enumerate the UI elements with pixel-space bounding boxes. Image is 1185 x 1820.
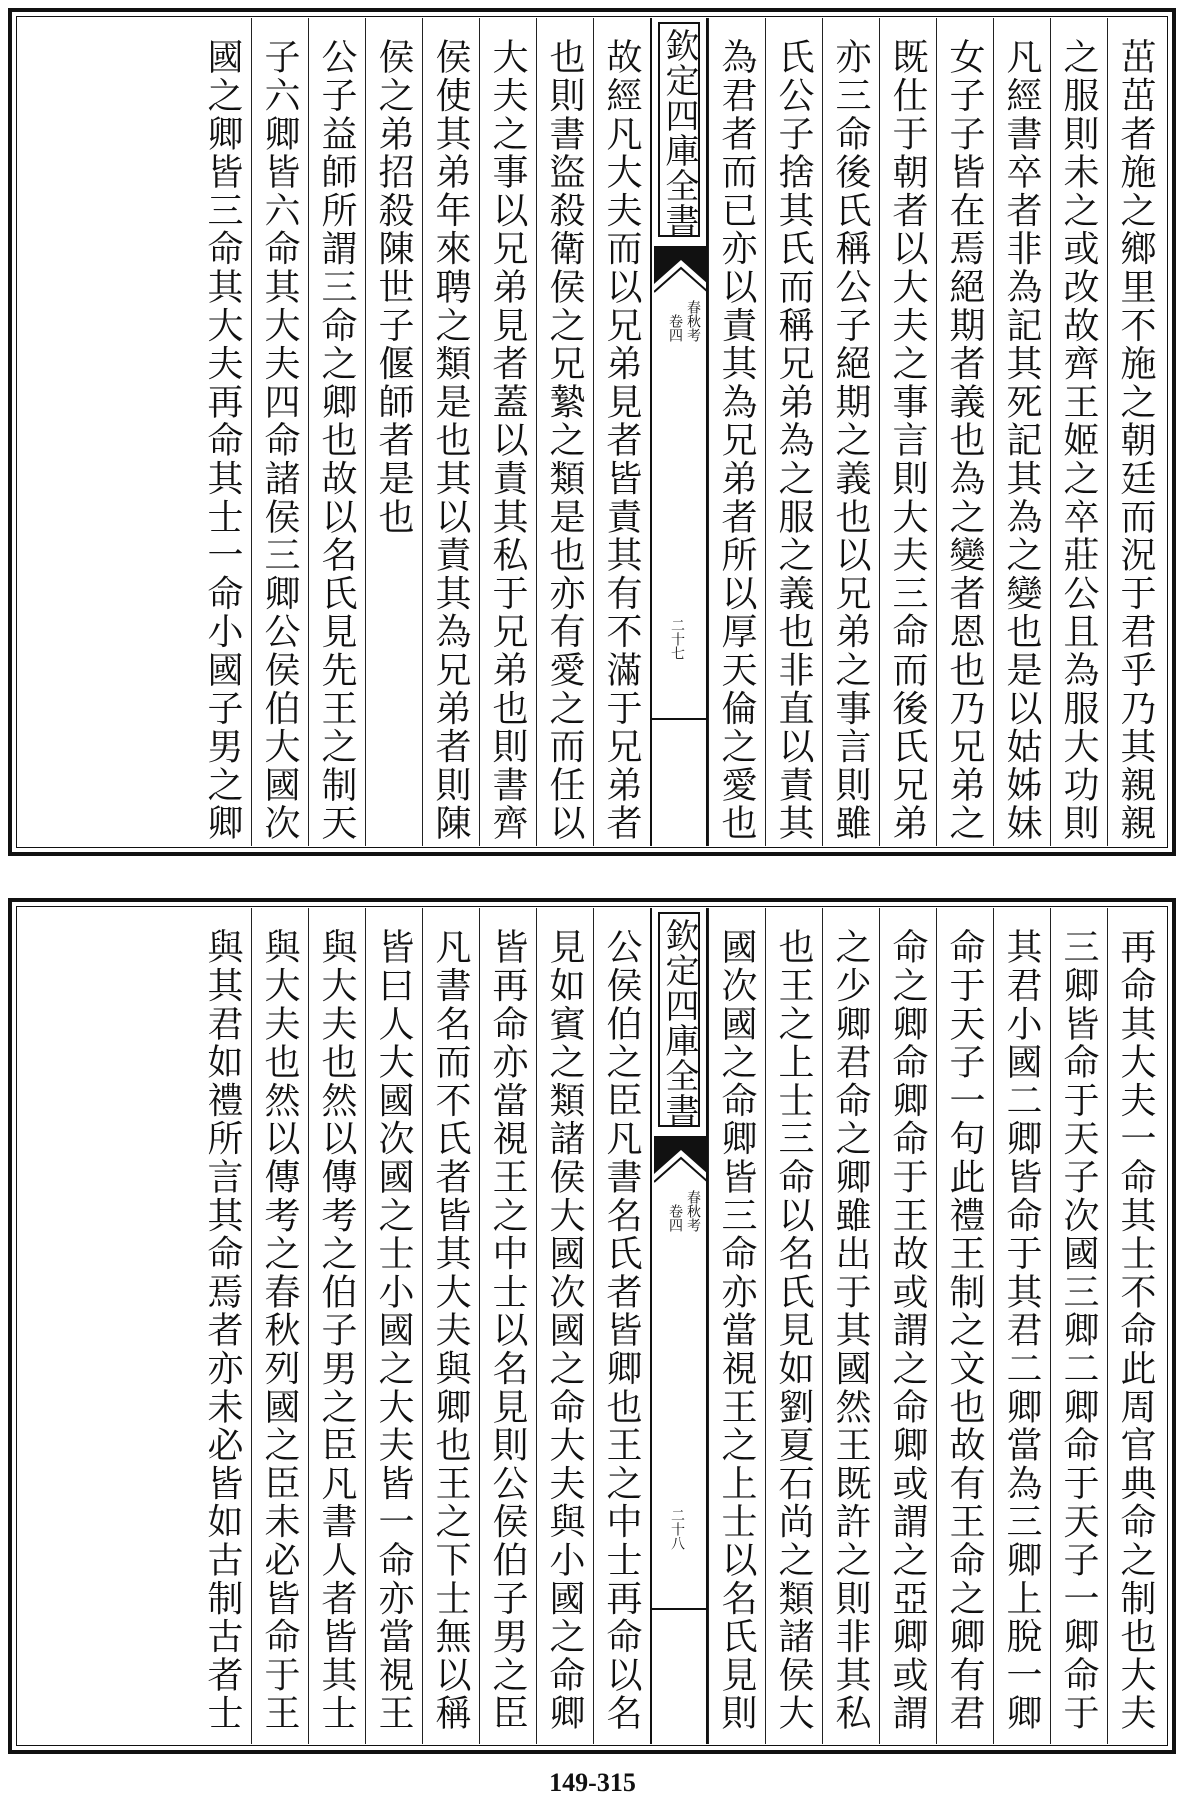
library-title: 欽定四庫全書 bbox=[658, 912, 700, 1127]
text-column: 與大夫也然以傳考之伯子男之臣凡書人者皆其士 bbox=[308, 908, 365, 1744]
center-fold-column bbox=[650, 908, 708, 1744]
text-column: 之少卿君命之卿雖出于其國然王既許之則非其私 bbox=[822, 908, 879, 1744]
text-column: 見如賓之類諸侯大國次國之命大夫與小國之命卿 bbox=[536, 908, 593, 1744]
text-column: 國次國之命卿皆三命亦當視王之上士以名氏見則 bbox=[708, 908, 765, 1744]
page-number: 二十七 bbox=[669, 618, 685, 660]
page-number: 二十八 bbox=[669, 1508, 685, 1550]
bottom-page bbox=[8, 898, 1176, 1754]
text-column: 與大夫也然以傳考之春秋列國之臣未必皆命于王 bbox=[251, 908, 308, 1744]
book-info bbox=[656, 1190, 702, 1310]
text-column: 其君小國二卿皆命于其君二卿當為三卿上脫一卿 bbox=[993, 908, 1050, 1744]
text-column: 公侯伯之臣凡書名氏者皆卿也王之中士再命以名 bbox=[593, 908, 650, 1744]
book-title: 春秋考 bbox=[685, 1190, 701, 1232]
text-column: 既仕于朝者以大夫之事言則大夫三命而後氏兄弟 bbox=[879, 18, 936, 846]
center-rule bbox=[652, 1608, 706, 1610]
text-column: 三卿皆命于天子次國三卿二卿命于天子一卿命于 bbox=[1050, 908, 1107, 1744]
text-column: 亦三命後氏稱公子絕期之義也以兄弟之事言則雖 bbox=[822, 18, 879, 846]
text-column: 國之卿皆三命其大夫再命其士一命小國子男之卿 bbox=[202, 38, 243, 843]
text-column: 大夫之事以兄弟見者蓋以責其私于兄弟也則書齊 bbox=[479, 18, 536, 846]
text-column: 凡書名而不氏者皆其大夫與卿也王之下士無以稱 bbox=[422, 908, 479, 1744]
fishtail-mark-icon bbox=[654, 1136, 708, 1186]
text-columns bbox=[20, 908, 1164, 1744]
library-title: 欽定四庫全書 bbox=[658, 22, 700, 237]
text-column: 凡經書卒者非為記其死記其為之變也是以姑姊妹 bbox=[993, 18, 1050, 846]
text-columns bbox=[20, 18, 1164, 846]
text-column: 之服則未之或改故齊王姬之卒莊公且為服大功則 bbox=[1050, 18, 1107, 846]
text-column: 故經凡大夫而以兄弟見者皆責其有不滿于兄弟者 bbox=[593, 18, 650, 846]
text-column: 茁茁者施之鄉里不施之朝廷而況于君乎乃其親親 bbox=[1107, 18, 1164, 846]
text-column: 也則書盜殺衛侯之兄縶之類是也亦有愛之而任以 bbox=[536, 18, 593, 846]
volume-label: 卷四 bbox=[667, 314, 683, 342]
text-column: 氏公子捨其氏而稱兄弟為之服之義也非直以責其 bbox=[765, 18, 822, 846]
text-column: 公子益師所謂三命之卿也故以名氏見先王之制天 bbox=[308, 18, 365, 846]
text-column: 侯之弟招殺陳世子偃師者是也 bbox=[365, 18, 422, 846]
top-page bbox=[8, 8, 1176, 856]
text-column: 命之卿命卿命于王故或謂之命卿或謂之亞卿或謂 bbox=[879, 908, 936, 1744]
text-column: 子六卿皆六命其大夫四命諸侯三卿公侯伯大國次 bbox=[251, 18, 308, 846]
volume-label: 卷四 bbox=[667, 1204, 683, 1232]
text-column: 與其君如禮所言其命焉者亦未必皆如古制古者士 bbox=[202, 928, 243, 1733]
text-column: 為君者而已亦以責其為兄弟者所以厚天倫之愛也 bbox=[708, 18, 765, 846]
text-column: 女子子皆在焉絕期者義也為之變者恩也乃兄弟之 bbox=[936, 18, 993, 846]
footer-page-reference: 149-315 bbox=[549, 1768, 636, 1797]
fishtail-mark-icon bbox=[654, 246, 708, 296]
text-column: 侯使其弟年來聘之類是也其以責其為兄弟者則陳 bbox=[422, 18, 479, 846]
text-column: 皆再命亦當視王之中士以名見則公侯伯子男之臣 bbox=[479, 908, 536, 1744]
text-column: 命于天子一句此禮王制之文也故有王命之卿有君 bbox=[936, 908, 993, 1744]
text-column: 再命其大夫一命其士不命此周官典命之制也大夫 bbox=[1107, 908, 1164, 1744]
center-fold-column bbox=[650, 18, 708, 846]
book-info bbox=[656, 300, 702, 420]
center-rule bbox=[652, 718, 706, 720]
text-column: 皆曰人大國次國之士小國之大夫皆一命亦當視王 bbox=[365, 908, 422, 1744]
text-column: 也王之上士三命以名氏見如劉夏石尚之類諸侯大 bbox=[765, 908, 822, 1744]
book-title: 春秋考 bbox=[685, 300, 701, 342]
